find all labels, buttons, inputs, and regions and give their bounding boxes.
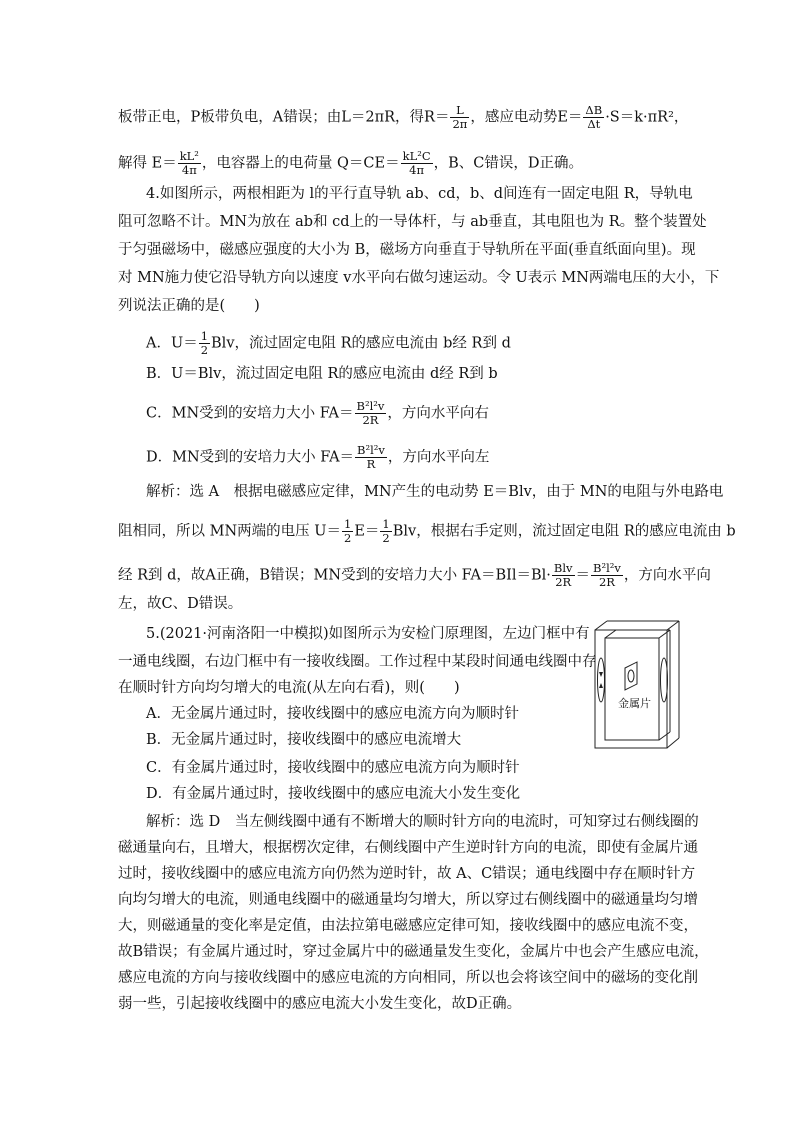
current-arrow-icon: [599, 672, 603, 677]
fraction: [380, 518, 391, 545]
fraction-denominator: 2π: [452, 117, 468, 131]
q5-solution-line: 过时，接收线圈中的感应电流方向仍然为逆时针，故 A、C错误；通电线圈中存在顺时针方: [118, 866, 696, 882]
text-run: E＝: [354, 523, 380, 540]
text-run: ＝: [575, 567, 591, 584]
fraction: [450, 104, 469, 131]
text-run: 阻相同，所以 MN两端的电压 U＝: [118, 523, 341, 540]
text-run: Blv，根据右手定则，流过固定电阻 R的感应电流由 b: [392, 523, 736, 540]
text-run: ，方向水平向左: [387, 449, 490, 466]
text-run: ，感应电动势E＝: [470, 109, 583, 126]
fraction-numerator: Blv: [553, 561, 573, 575]
fraction-denominator: 2R: [362, 413, 379, 427]
text-run: 板带正电，P板带负电，A错误；由: [118, 109, 342, 126]
fraction-denominator: 2R: [555, 575, 572, 589]
q5-stem-line: 在顺时针方向均匀增大的电流(从左向右看)，则( ): [118, 680, 460, 696]
door-opening: [605, 638, 659, 740]
text-run: C．MN受到的安培力大小 FA＝: [146, 405, 354, 422]
fraction-numerator: kL²: [179, 149, 199, 163]
text-run: ，方向水平向右: [387, 405, 489, 422]
q4-stem-line: 4.如图所示，两根相距为 l的平行直导轨 ab、cd，b、d间连有一固定电阻 R，导轨电: [146, 186, 693, 202]
fraction: [178, 150, 201, 177]
fraction-denominator: 2: [382, 531, 390, 545]
door-opening-edge: [605, 630, 616, 638]
metal-plate-eddy-icon: [628, 670, 634, 682]
q5-option-d[interactable]: D．有金属片通过时，接收线圈中的感应电流大小发生变化: [146, 786, 521, 802]
solution3-line1: [118, 104, 688, 131]
fraction-denominator: R: [366, 457, 376, 471]
fraction-numerator: B²l²v: [593, 561, 621, 575]
metal-plate-icon: [625, 662, 637, 690]
text-run: L＝2πR，得R＝: [341, 109, 450, 126]
fraction: [342, 518, 353, 545]
q4-solution-line: 左，故C、D错误。: [118, 596, 243, 612]
q5-stem-line: 一通电线圈，右边门框中有一接收线圈。工作过程中某段时间通电线圈中存: [118, 654, 597, 670]
solution3-line2: [118, 150, 583, 177]
door-frame-edge: [667, 621, 679, 630]
text-run: Blv，流过固定电阻 R的感应电流由 b经 R到 d: [211, 335, 511, 352]
fraction-numerator: L: [450, 104, 469, 118]
fraction: [401, 150, 433, 177]
q5-solution-line: 解析：选 D 当左侧线圈中通有不断增大的顺时针方向的电流时，可知穿过右侧线圈的: [146, 814, 699, 830]
q4-stem-line: 对 MN施力使它沿导轨方向以速度 v水平向右做匀速运动。令 U表示 MN两端电压的大小，下: [118, 270, 720, 286]
fraction-numerator: 1: [382, 517, 390, 531]
text-run: ·S＝k·πR²，: [605, 109, 689, 126]
fraction-numerator: ΔB: [585, 103, 603, 117]
text-run: 解得 E＝: [118, 155, 177, 172]
q5-solution-line: 磁通量向右，且增大，根据楞次定律，右侧线圈中产生逆时针方向的电流，即使有金属片通: [118, 840, 698, 856]
q5-solution-line: 大，则磁通量的变化率是定值，由法拉第电磁感应定律可知，接收线圈中的感应电流不变，: [118, 918, 698, 934]
q5-solution-line: 向均匀增大的电流，则通电线圈中的磁通量均匀增大，所以穿过右侧线圈中的磁通量均匀增: [118, 892, 698, 908]
door-opening-edge: [659, 630, 670, 638]
q5-solution-line: 感应电流的方向与接收线圈中的感应电流的方向相同，所以也会将该空间中的磁场的变化削: [118, 970, 698, 986]
text-run: D．MN受到的安培力大小 FA＝: [146, 449, 355, 466]
q4-solution-line: [118, 562, 711, 589]
q4-option-d[interactable]: [146, 444, 489, 471]
fraction-denominator: 2: [343, 531, 352, 545]
fraction: [199, 330, 210, 357]
fraction-numerator: 1: [200, 329, 209, 343]
fraction: [355, 400, 387, 427]
q5-solution-line: 故B错误；有金属片通过时，穿过金属片中的磁通量发生变化，金属片中也会产生感应电流，: [118, 944, 709, 960]
fraction-numerator: B²l²v: [357, 443, 385, 457]
receiver-coil-icon: [661, 658, 668, 702]
fraction: [583, 104, 604, 131]
q4-option-b[interactable]: B．U＝Blv，流过固定电阻 R的感应电流由 d经 R到 b: [146, 366, 498, 382]
q5-option-b[interactable]: B．无金属片通过时，接收线圈中的感应电流增大: [146, 732, 462, 748]
metal-plate-label: 金属片: [618, 697, 651, 710]
q5-solution-line: 弱一些，引起接收线圈中的感应电流大小发生变化，故D正确。: [118, 996, 522, 1012]
q5-option-c[interactable]: C．有金属片通过时，接收线圈中的感应电流方向为顺时针: [146, 760, 520, 776]
door-opening-edge: [659, 732, 670, 740]
door-frame-front: [595, 630, 667, 748]
security-door-figure: [594, 620, 680, 750]
text-run: 经 R到 d，故A正确，B错误；MN受到的安培力大小 FA＝BIl＝Bl·: [118, 567, 551, 584]
q5-stem-line: 5.(2021·河南洛阳一中模拟)如图所示为安检门原理图，左边门框中有: [146, 626, 590, 642]
fraction: [591, 562, 623, 589]
fraction: [355, 444, 387, 471]
q4-option-a[interactable]: [146, 330, 511, 357]
fraction-numerator: kL²C: [402, 149, 431, 163]
q4-solution-line: [118, 518, 736, 545]
fraction-denominator: 2: [200, 343, 209, 357]
fraction-denominator: 4π: [181, 163, 197, 177]
fraction-numerator: B²l²v: [356, 399, 385, 413]
q4-stem-line: 阻可忽略不计。MN为放在 ab和 cd上的一导体杆，与 ab垂直，其电阻也为 R。整个装置处: [118, 214, 707, 230]
q4-stem-line: 于匀强磁场中，磁感应强度的大小为 B，磁场方向垂直于导轨所在平面(垂直纸面向里)。现: [118, 242, 696, 258]
q4-solution-line: 解析：选 A 根据电磁感应定律，MN产生的电动势 E＝Blv，由于 MN的电阻与外电路电: [146, 484, 724, 500]
transmitter-coil-icon: [598, 658, 605, 702]
fraction-denominator: Δt: [587, 117, 601, 131]
text-run: A．U＝: [146, 335, 198, 352]
q5-option-a[interactable]: A．无金属片通过时，接收线圈中的感应电流方向为顺时针: [146, 706, 519, 722]
q4-stem-line: 列说法正确的是( ): [118, 298, 260, 314]
q4-option-c[interactable]: [146, 400, 489, 427]
door-frame-edge: [667, 738, 679, 748]
fraction-denominator: 2R: [598, 575, 615, 589]
text-run: ，电容器上的电荷量 Q＝CE＝: [201, 155, 400, 172]
fraction: [552, 562, 575, 589]
text-run: ，方向水平向: [623, 567, 711, 584]
current-arrow-icon: [599, 683, 603, 688]
text-run: ，B、C错误，D正确。: [433, 155, 583, 172]
door-frame-edge: [595, 621, 607, 630]
fraction-denominator: 4π: [409, 163, 425, 177]
fraction-numerator: 1: [343, 517, 352, 531]
